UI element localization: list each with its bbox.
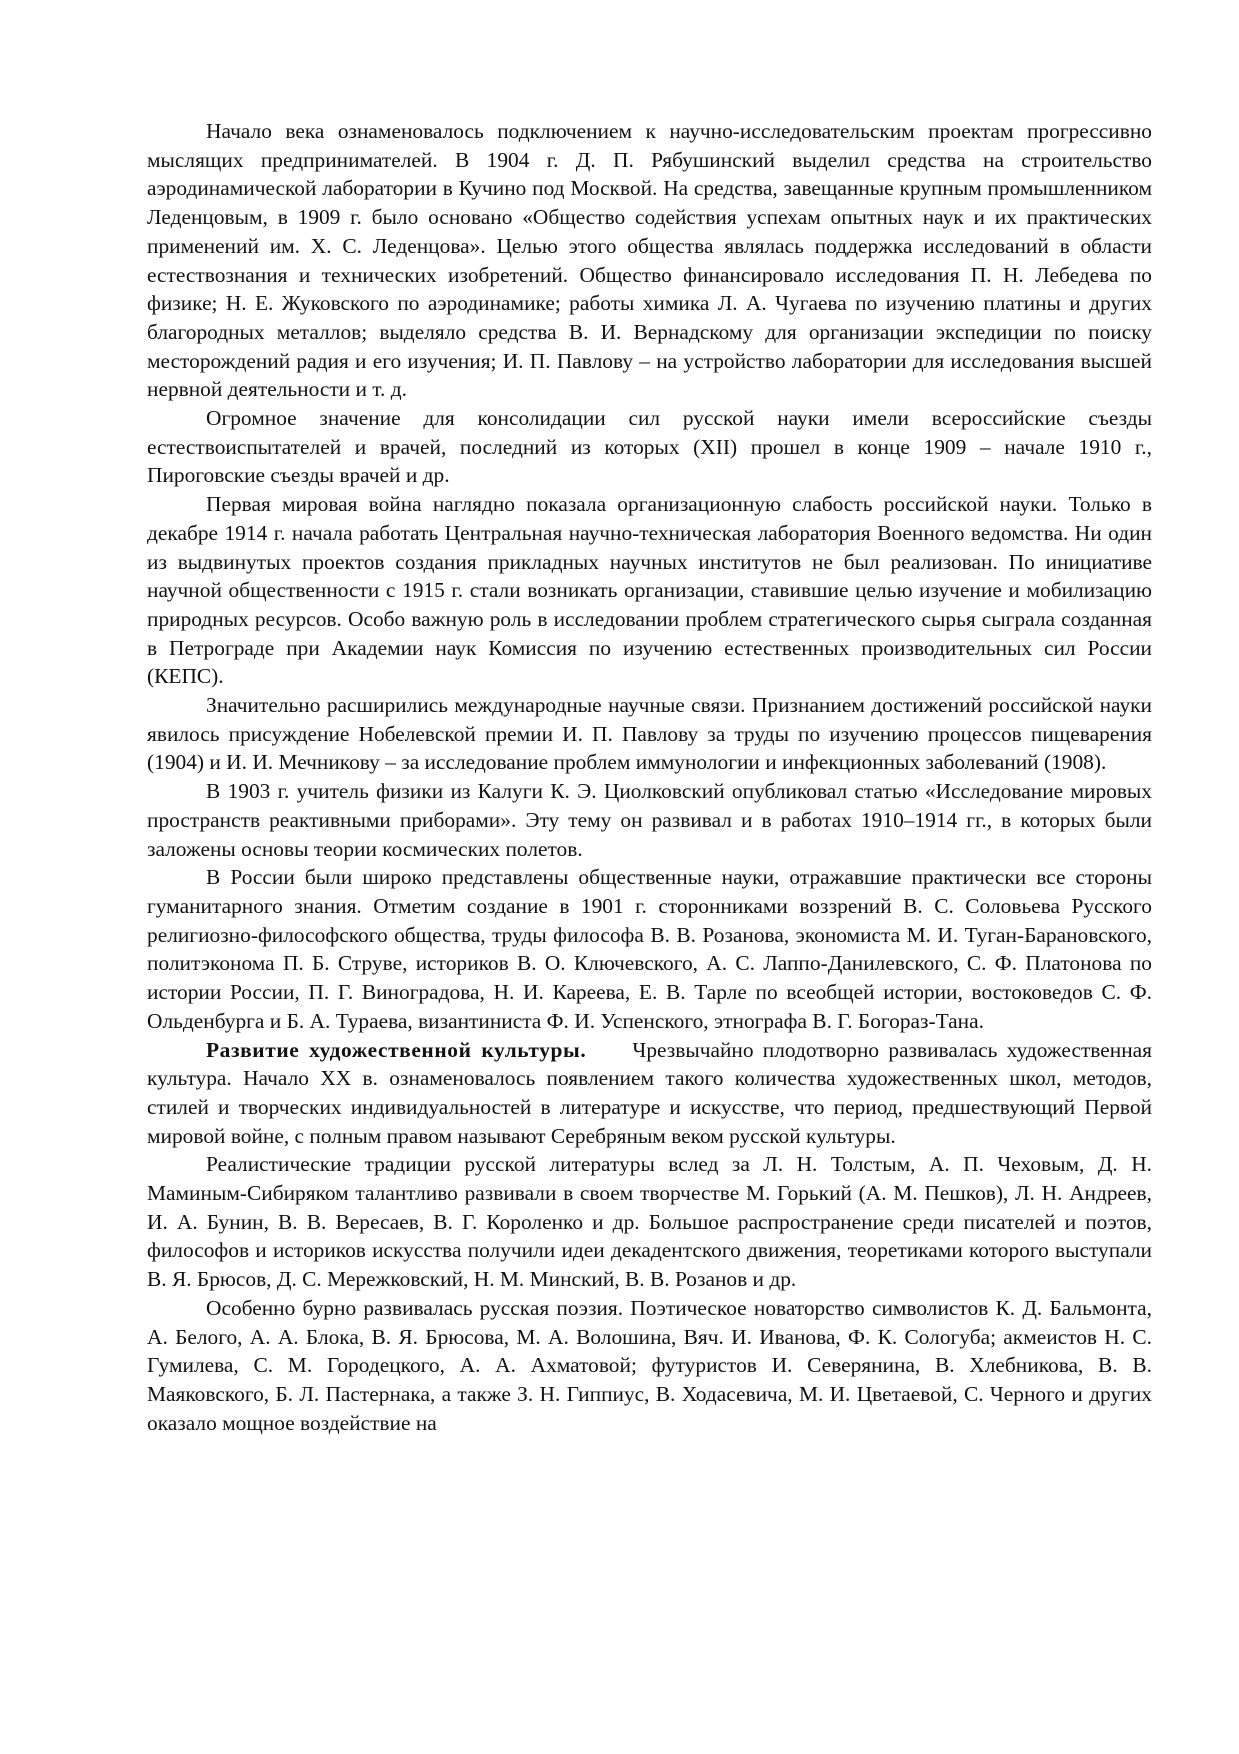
- paragraph-tsiolkovsky: В 1903 г. учитель физики из Калуги К. Э. Циолковский опубликовал статью «Исследование мировых пространств реактивными приборами». Эту тему он развивал и в работах 1910–1914 гг., в которых были заложены основы теории космических полетов.: [147, 779, 1152, 861]
- paragraph-congresses: Огромное значение для консолидации сил русской науки имели всероссийские съезды естествоиспытателей и врачей, последний из которых (XII) прошел в конце 1909 – начале 1910 г., Пироговские съезды врачей и др.: [147, 406, 1152, 488]
- paragraph-first-world-war: Первая мировая война наглядно показала организационную слабость российской науки. Только в декабре 1914 г. начала работать Центральная научно-техническая лаборатория Военного ведомства. Ни один из выдвинутых проектов создания прикладных научных институтов не был реализован. По инициативе научной общественности с 1915 г. стали возникать организации, ставившие целью изучение и мобилизацию природных ресурсов. Особо важную роль в исследовании проблем стратегического сырья сыграла созданная в Петрограде при Академии наук Комиссия по изучению естественных производительных сил России (КЕПС).: [147, 492, 1152, 689]
- section-heading: Развитие художественной культуры.: [206, 1037, 587, 1062]
- document-page: [147, 117, 1152, 1437]
- paragraph-art-culture: [147, 1036, 1152, 1151]
- section-text: Чрезвычайно плодотворно развивалась художественная культура. Начало XX в. ознаменовалось появлением такого количества художественных школ, методов, стилей и творческих индивидуальностей в литературе и искусстве, что период, предшествующий Первой мировой войне, с полным правом называют Серебряным веком русской культуры.: [147, 1037, 1152, 1148]
- paragraph-poetry: Особенно бурно развивалась русская поэзия. Поэтическое новаторство символистов К. Д. Бальмонта, А. Белого, А. А. Блока, В. Я. Брюсова, М. А. Волошина, Вяч. И. Иванова, Ф. К. Сологуба; акмеистов Н. С. Гумилева, С. М. Городецкого, А. А. Ахматовой; футуристов И. Северянина, В. Хлебникова, В. В. Маяковского, Б. Л. Пастернака, а также З. Н. Гиппиус, В. Ходасевича, М. И. Цветаевой, С. Черного и других оказало мощное воздействие на: [147, 1295, 1152, 1435]
- paragraph-social-sciences: В России были широко представлены общественные науки, отражавшие практически все стороны гуманитарного знания. Отметим создание в 1901 г. сторонниками воззрений В. С. Соловьева Русского религиозно-философского общества, труды философа В. В. Розанова, экономиста М. И. Туган-Барановского, политэконома П. Б. Струве, историков В. О. Ключевского, А. С. Лаппо-Данилевского, С. Ф. Платонова по истории России, П. Г. Виноградова, Н. И. Кареева, Е. В. Тарле по всеобщей истории, востоковедов С. Ф. Ольденбурга и Б. А. Тураева, византиниста Ф. И. Успенского, этнографа В. Г. Богораз-Тана.: [147, 865, 1152, 1033]
- paragraph-entrepreneurs: Начало века ознаменовалось подключением к научно-исследовательским проектам прогрессивно мыслящих предпринимателей. В 1904 г. Д. П. Рябушинский выделил средства на строительство аэродинамической лаборатории в Кучино под Москвой. На средства, завещанные крупным промышленником Леденцовым, в 1909 г. было основано «Общество содействия успехам опытных наук и их практических применений им. Х. С. Леденцова». Целью этого общества являлась поддержка исследований в области естествознания и технических изобретений. Общество финансировало исследования П. Н. Лебедева по физике; Н. Е. Жуковского по аэродинамике; работы химика Л. А. Чугаева по изучению платины и других благородных металлов; выделяло средства В. И. Вернадскому для организации экспедиции по поиску месторождений радия и его изучения; И. П. Павлову – на устройство лаборатории для исследования высшей нервной деятельности и т. д.: [147, 119, 1152, 402]
- paragraph-international-ties: Значительно расширились международные научные связи. Признанием достижений российской науки явилось присуждение Нобелевской премии И. П. Павлову за труды по изучению процессов пищеварения (1904) и И. И. Мечникову – за исследование проблем иммунологии и инфекционных заболеваний (1908).: [147, 693, 1152, 775]
- paragraph-realism: Реалистические традиции русской литературы вслед за Л. Н. Толстым, А. П. Чеховым, Д. Н. Маминым-Сибиряком талантливо развивали в своем творчестве М. Горький (А. М. Пешков), Л. Н. Андреев, И. А. Бунин, В. В. Вересаев, В. Г. Короленко и др. Большое распространение среди писателей и поэтов, философов и историков искусства получили идеи декадентского движения, теоретиками которого выступали В. Я. Брюсов, Д. С. Мережковский, Н. М. Минский, В. В. Розанов и др.: [147, 1152, 1152, 1292]
